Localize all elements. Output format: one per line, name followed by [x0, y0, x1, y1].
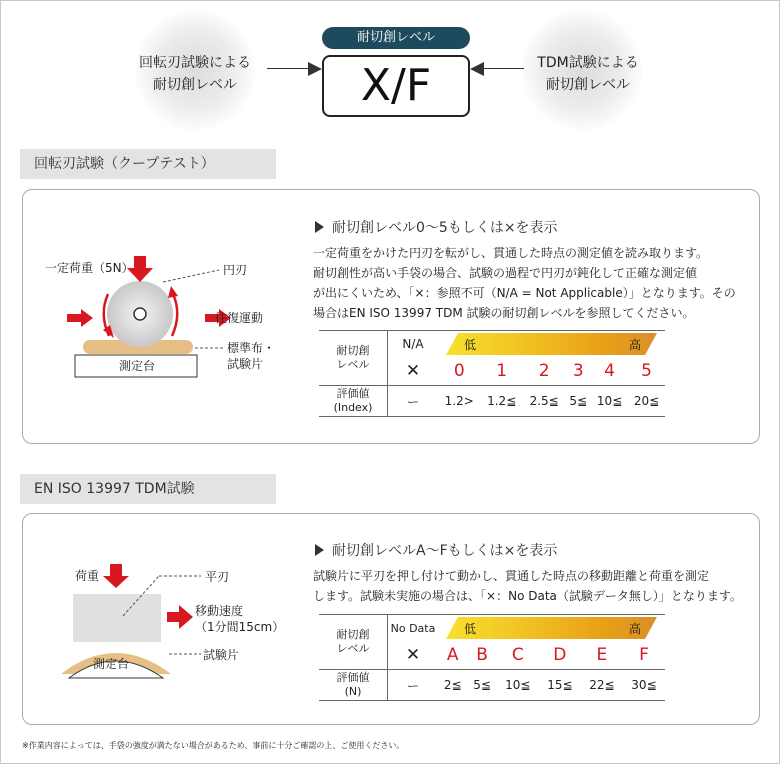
section2-level-table	[319, 614, 665, 701]
level-value: E	[581, 641, 623, 670]
index-value: 20≦	[628, 386, 665, 417]
section2-panel	[22, 513, 760, 725]
cross-mark: ✕	[388, 357, 439, 386]
newton-value: 10≦	[497, 670, 539, 701]
left-arrow-icon	[308, 62, 322, 76]
tdm-base-label: 測定台	[93, 657, 130, 671]
section1-body	[313, 243, 743, 323]
low-label: 低	[464, 338, 477, 352]
level-gradient-bar	[446, 617, 657, 639]
level-header-line2: レベル	[336, 358, 370, 371]
gradient-cell	[438, 615, 665, 642]
section1-heading-text: 耐切創レベル0〜5もしくは×を表示	[332, 220, 558, 236]
gradient-cell	[438, 331, 665, 358]
low-label: 低	[464, 622, 477, 636]
coup-cloth-line1: 標準布・	[227, 341, 276, 355]
level-header	[319, 331, 388, 386]
level-header-line1: 耐切創	[336, 628, 370, 641]
level-value: D	[539, 641, 581, 670]
coup-cloth-label	[227, 340, 275, 372]
tdm-specimen-label: 試験片	[203, 648, 240, 662]
section1-body-line: 一定荷重をかけた円刃を転がし、貫通した時点の測定値を読み取ります。	[313, 246, 709, 260]
right-arrow-icon	[470, 62, 484, 76]
tdm-speed-label	[195, 603, 284, 635]
newton-dash: ー	[388, 670, 439, 701]
triangle-icon	[315, 544, 324, 556]
level-header-line1: 耐切創	[336, 344, 370, 357]
section2-body	[313, 566, 743, 606]
index-header	[319, 386, 388, 417]
level-code: X/F	[322, 55, 470, 117]
section1-level-table	[319, 330, 665, 417]
coup-load-label: 一定荷重（5N）	[45, 261, 134, 275]
index-value: 5≦	[565, 386, 591, 417]
left-label-line1: 回転刃試験による	[139, 55, 251, 71]
section1-body-line: が出にくいため、「×：参照不可（N/A = Not Applicable）」となります。その	[313, 286, 736, 300]
coup-base-label: 測定台	[119, 359, 156, 373]
index-dash: ー	[388, 386, 439, 417]
level-value: F	[623, 641, 665, 670]
index-value: 10≦	[591, 386, 628, 417]
level-header	[319, 615, 388, 670]
tdm-speed-line1: 移動速度	[195, 604, 244, 618]
level-value: 1	[480, 357, 522, 386]
coup-cloth-line2: 試験片	[227, 357, 264, 371]
index-header-line2: (Index)	[333, 401, 373, 414]
index-value: 2.5≦	[523, 386, 565, 417]
right-label-line2: 耐切創レベル	[546, 77, 630, 93]
triangle-icon	[315, 221, 324, 233]
level-header-line2: レベル	[336, 642, 370, 655]
newton-value: 22≦	[581, 670, 623, 701]
high-label: 高	[628, 622, 641, 636]
tdm-speed-line2: （1分間15cm）	[195, 620, 285, 634]
level-value: 0	[438, 357, 480, 386]
right-label	[528, 52, 648, 96]
level-gradient-bar	[446, 333, 657, 355]
section1-heading	[315, 217, 558, 237]
newton-header-line2: (N)	[344, 685, 362, 698]
index-value: 1.2≦	[480, 386, 522, 417]
tdm-blade-label: 平刃	[205, 570, 230, 584]
section1-title: 回転刃試験（クープテスト）	[20, 149, 276, 179]
section2-heading	[315, 540, 557, 560]
left-label	[128, 52, 262, 96]
left-label-line2: 耐切創レベル	[153, 77, 237, 93]
index-value: 1.2>	[438, 386, 480, 417]
level-value: 3	[565, 357, 591, 386]
coup-motion-label: 往復運動	[215, 311, 264, 325]
newton-value: 5≦	[467, 670, 496, 701]
right-connector	[482, 68, 524, 69]
section1-body-line: 場合はEN ISO 13997 TDM 試験の耐切創レベルを参照してください。	[313, 306, 695, 320]
index-header-line1: 評価値	[336, 387, 370, 400]
newton-value: 15≦	[539, 670, 581, 701]
na-label: N/A	[388, 331, 439, 358]
section2-heading-text: 耐切創レベルA〜Fもしくは×を表示	[332, 543, 558, 559]
level-value: 2	[523, 357, 565, 386]
high-label: 高	[628, 338, 641, 352]
right-label-line1: TDM試験による	[537, 55, 639, 71]
no-data-label: No Data	[388, 615, 439, 642]
footnote: ※作業内容によっては、手袋の強度が満たない場合があるため、事前に十分ご確認の上、ご使用ください。	[22, 741, 405, 750]
level-value: 4	[591, 357, 628, 386]
section2-title: EN ISO 13997 TDM試験	[20, 474, 276, 504]
level-tag: 耐切創レベル	[322, 27, 470, 49]
newton-header	[319, 670, 388, 701]
level-value: B	[467, 641, 496, 670]
section2-body-line: します。試験未実施の場合は、「×：No Data（試験データ無し）」となります。	[313, 589, 742, 603]
newton-value: 2≦	[438, 670, 467, 701]
coup-blade-label: 円刃	[223, 263, 248, 277]
level-value: 5	[628, 357, 665, 386]
newton-value: 30≦	[623, 670, 665, 701]
section1-panel	[22, 189, 760, 444]
level-value: C	[497, 641, 539, 670]
newton-header-line1: 評価値	[336, 671, 370, 684]
left-connector	[267, 68, 312, 69]
section2-body-line: 試験片に平刃を押し付けて動かし、貫通した時点の移動距離と荷重を測定	[313, 569, 710, 583]
cross-mark: ✕	[388, 641, 439, 670]
section1-body-line: 耐切創性が高い手袋の場合、試験の過程で円刃が鈍化して正確な測定値	[313, 266, 698, 280]
level-value: A	[438, 641, 467, 670]
tdm-load-label: 荷重	[75, 569, 100, 583]
